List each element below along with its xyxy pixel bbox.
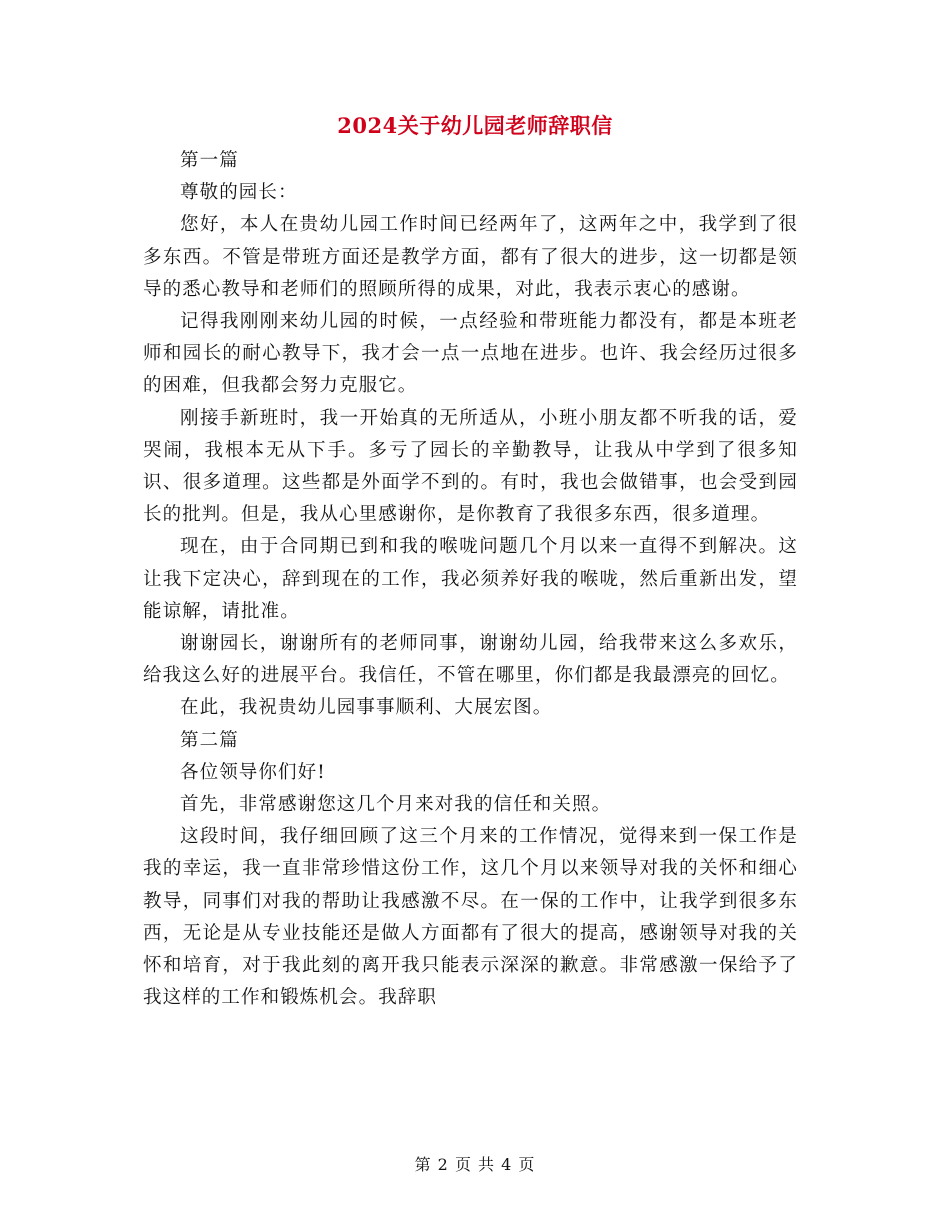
- paragraph: 在此，我祝贵幼儿园事事顺利、大展宏图。: [180, 697, 553, 719]
- paragraph: 谢谢园长，谢谢所有的老师同事，谢谢幼儿园，给我带来这么多欢乐，给我这么好的进展平台。我信任，不管在哪里，你们都是我最漂亮的回忆。: [143, 633, 798, 687]
- paragraph: 第一篇: [180, 150, 239, 171]
- document-title: 2024关于幼儿园老师辞职信: [337, 113, 613, 138]
- paragraph: 刚接手新班时，我一开始真的无所适从，小班小朋友都不听我的话，爱哭闹，我根本无从下手。多亏了园长的辛勤教导，让我从中学到了很多知识、很多道理。这些都是外面学不到的。有时，我也会做错事，也会受到园长的批判。但是，我从心里感谢你，是你教育了我很多东西，很多道理。: [143, 407, 798, 526]
- paragraph: 第二篇: [180, 729, 239, 751]
- paragraph: 这段时间，我仔细回顾了这三个月来的工作情况，觉得来到一保工作是我的幸运，我一直非常珍惜这份工作，这几个月以来领导对我的关怀和细心教导，同事们对我的帮助让我感激不尽。在一保的工作中，让我学到很多东西，无论是从专业技能还是做人方面都有了很大的提高，感谢领导对我的关怀和培育，对于我此刻的离开我只能表示深深的歉意。非常感激一保给予了我这样的工作和锻炼机会。我辞职: [143, 826, 798, 1009]
- paragraph: 记得我刚刚来幼儿园的时候，一点经验和带班能力都没有，都是本班老师和园长的耐心教导下，我才会一点一点地在进步。也许、我会经历过很多的困难，但我都会努力克服它。: [143, 311, 798, 397]
- paragraph: 您好，本人在贵幼儿园工作时间已经两年了，这两年之中，我学到了很多东西。不管是带班方面还是教学方面，都有了很大的进步，这一切都是领导的悉心教导和老师们的照顾所得的成果，对此，我表示衷心的感谢。: [143, 214, 798, 300]
- paragraph: 现在，由于合同期已到和我的喉咙问题几个月以来一直得不到解决。这让我下定决心，辞到现在的工作，我必须养好我的喉咙，然后重新出发，望能谅解，请批准。: [143, 536, 798, 622]
- document-body: [143, 145, 798, 1014]
- page-number-footer: 第 2 页 共 4 页: [414, 1155, 536, 1174]
- paragraph: 尊敬的园长：: [180, 182, 298, 204]
- paragraph: 各位领导你们好!: [180, 761, 326, 783]
- paragraph: 首先，非常感谢您这几个月来对我的信任和关照。: [180, 794, 612, 816]
